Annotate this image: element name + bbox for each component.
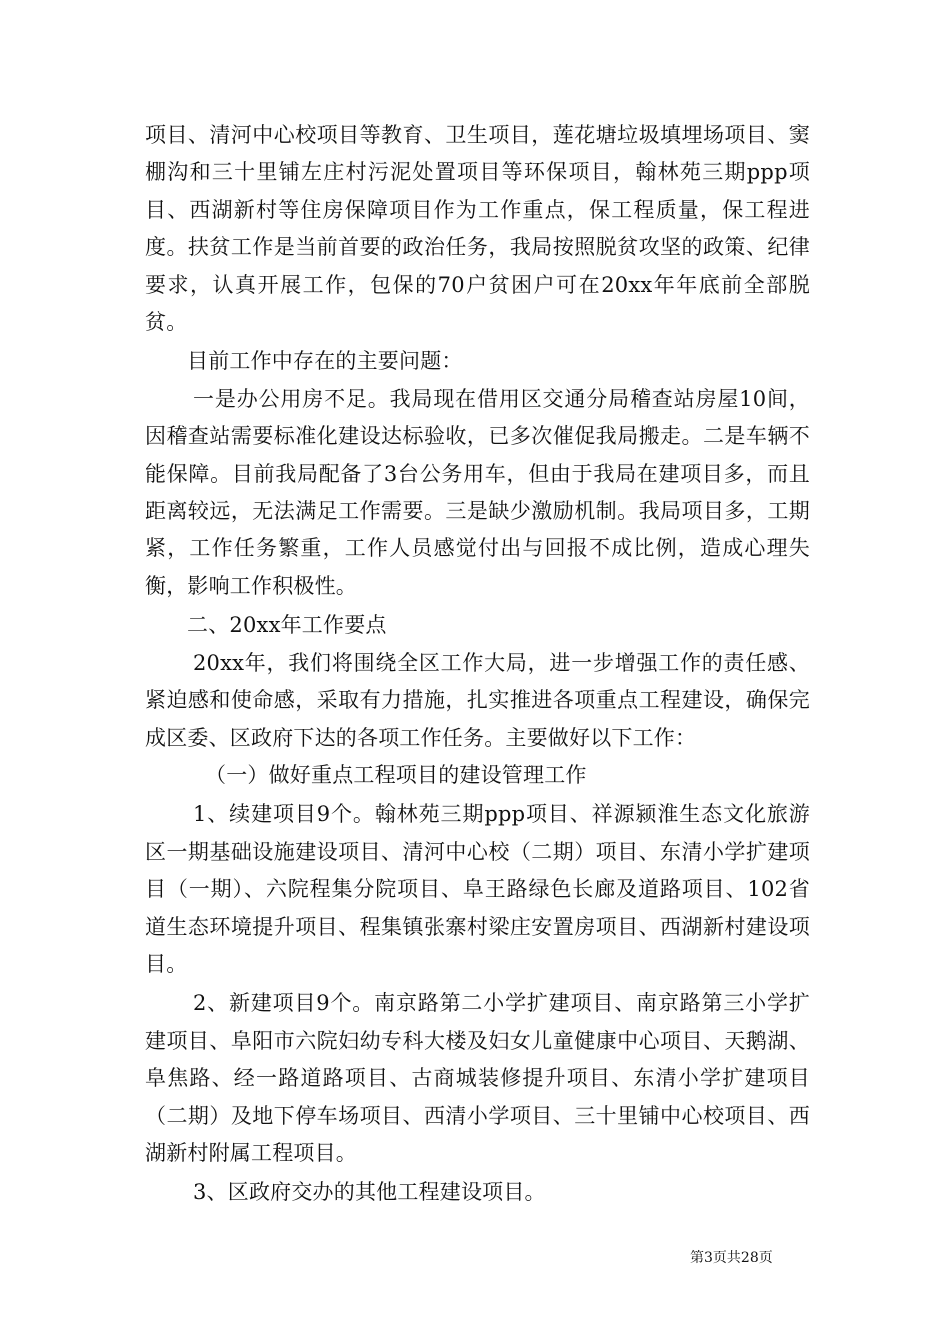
paragraph-project-priorities: 项目、清河中心校项目等教育、卫生项目，莲花塘垃圾填埋场项目、窦棚沟和三十里铺左庄村污泥处置项目等环保项目，翰林苑三期ppp项目、西湖新村等住房保障项目作为工作重点，保工程质量，保工程进度。扶贫工作是当前首要的政治任务，我局按照脱贫攻坚的政策、纪律要求，认真开展工作，包保的70户贫困户可在20xx年年底前全部脱贫。 — [145, 123, 810, 335]
paragraph-work-overview: 20xx年，我们将围绕全区工作大局，进一步增强工作的责任感、紧迫感和使命感，采取有力措施，扎实推进各项重点工程建设，确保完成区委、区政府下达的各项工作任务。主要做好以下工作： — [145, 650, 810, 750]
page-number: 第3页共28页 — [690, 1250, 773, 1266]
subsection-heading-key-projects: （一）做好重点工程项目的建设管理工作 — [205, 762, 587, 787]
paragraph-new-projects: 2、新建项目9个。南京路第二小学扩建项目、南京路第三小学扩建项目、阜阳市六院妇幼专科大楼及妇女儿童健康中心项目、天鹅湖、阜焦路、经一路道路项目、古商城装修提升项目、东清小学扩建项目（二期）及地下停车场项目、西清小学项目、三十里铺中心校项目、西湖新村附属工程项目。 — [145, 991, 810, 1165]
document-body — [145, 117, 810, 1212]
paragraph-other-projects: 3、区政府交办的其他工程建设项目。 — [193, 1180, 546, 1205]
paragraph-main-problems-heading: 目前工作中存在的主要问题： — [187, 349, 463, 374]
paragraph-main-problems: 一是办公用房不足。我局现在借用区交通分局稽查站房屋10间，因稽查站需要标准化建设达标验收，已多次催促我局搬走。二是车辆不能保障。目前我局配备了3台公务用车，但由于我局在建项目多，而且距离较远，无法满足工作需要。三是缺少激励机制。我局项目多，工期紧，工作任务繁重，工作人员感觉付出与回报不成比例，造成心理失衡，影响工作积极性。 — [145, 386, 810, 598]
paragraph-continuing-projects: 1、续建项目9个。翰林苑三期ppp项目、祥源颍淮生态文化旅游区一期基础设施建设项目、清河中心校（二期）项目、东清小学扩建项目（一期）、六院程集分院项目、阜王路绿色长廊及道路项目、102省道生态环境提升项目、程集镇张寨村梁庄安置房项目、西湖新村建设项目。 — [145, 802, 810, 976]
section-heading-work-points: 二、20xx年工作要点 — [187, 613, 387, 638]
